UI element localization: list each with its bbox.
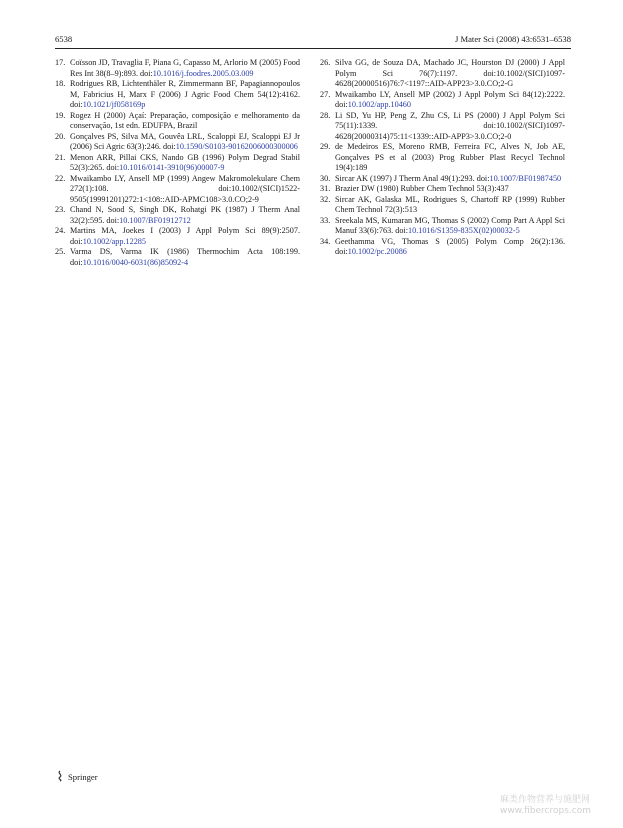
page-header: [55, 33, 571, 45]
page-number: 6538: [55, 34, 73, 44]
references-right-column: [320, 58, 565, 258]
reference-item: 26. Silva GG, de Souza DA, Machado JC, Hourston DJ (2000) J Appl Polym Sci 76(7):1197. doi:10.1002/(SICI)1097-4628(20000516)76:7<1197::AID-APP23>3.0.CO;2-G: [320, 58, 565, 88]
doi-link[interactable]: 10.1016/0040-6031(86)85092-4: [82, 257, 189, 267]
doi-link[interactable]: 10.1021/jf058169p: [82, 100, 146, 109]
journal-citation: J Mater Sci (2008) 43:6531–6538: [454, 34, 571, 44]
reference-item: 25. Varma DS, Varma IK (1986) Thermochim Acta 108:199. doi:10.1016/0040-6031(86)85092-4: [55, 247, 300, 267]
site-watermark: 麻类作物营养与施肥网 www.fibercrops.com: [500, 795, 591, 816]
publisher-name: Springer: [68, 772, 98, 782]
reference-item: 19. Rogez H (2000) Açaí: Preparação, composição e melhoramento da conservação, 1st edn. EDUFPA, Brazil: [55, 110, 300, 130]
reference-item: 24. Martins MA, Joekes I (2003) J Appl Polym Sci 89(9):2507. doi:10.1002/app.12285: [55, 226, 300, 246]
doi-link[interactable]: 10.1002/app.10460: [347, 100, 411, 109]
springer-logo-icon: [55, 770, 65, 785]
reference-item: 31. Brazier DW (1980) Rubber Chem Technol 53(3):437: [320, 184, 509, 193]
references-left-column: [55, 58, 300, 268]
reference-item: 23. Chand N, Sood S, Singh DK, Rohatgi PK (1987) J Therm Anal 32(2):595. doi:10.1007/BF01912712: [55, 205, 300, 225]
reference-item: 21. Menon ARR, Pillai CKS, Nando GB (1996) Polym Degrad Stabil 52(3):265. doi:10.1016/0141-3910(96)00007-9: [55, 152, 300, 172]
doi-link[interactable]: 10.1007/BF01912712: [119, 215, 191, 225]
reference-item: 18. Rodrigues RB, Lichtenthäler R, Zimmermann BF, Papagiannopoulos M, Fabricius H, Marx F (2006) J Agric Food Chem 54(12):4162. doi:10.1021/jf058169p: [55, 79, 300, 109]
reference-item: 32. Sircar AK, Galaska ML, Rodrigues S, Chartoff RP (1999) Rubber Chem Technol 72(3):513: [320, 194, 565, 214]
doi-link[interactable]: 10.1016/0141-3910(96)00007-9: [119, 163, 225, 172]
reference-item: 33. Sreekala MS, Kumaran MG, Thomas S (2002) Comp Part A Appl Sci Manuf 33(6):763. doi:10.1016/S1359-835X(02)00032-5: [320, 215, 565, 235]
doi-link[interactable]: 10.1016/j.foodres.2005.03.009: [152, 68, 254, 78]
reference-item: 27. Mwaikambo LY, Ansell MP (2002) J Appl Polym Sci 84(12):2222. doi:10.1002/app.10460: [320, 89, 565, 109]
doi-link[interactable]: 10.1002/pc.20086: [347, 247, 407, 256]
reference-item: 29. de Medeiros ES, Moreno RMB, Ferreira FC, Alves N, Job AE, Gonçalves PS et al (2003) Prog Rubber Plast Recycl Technol 19(4):189: [320, 142, 565, 172]
reference-item: 17. Coïsson JD, Travaglia F, Piana G, Capasso M, Arlorio M (2005) Food Res Int 38(8–9):893. doi:10.1016/j.foodres.2005.03.009: [55, 58, 300, 78]
doi-link[interactable]: 10.1002/app.12285: [82, 236, 146, 246]
reference-item: 22. Mwaikambo LY, Ansell MP (1999) Angew Makromolekulare Chem 272(1):108. doi:10.1002/(SICI)1522-9505(19991201)272:1<108::AID-APMC108>3.0.CO;2-9: [55, 173, 300, 204]
doi-link[interactable]: 10.1007/BF01987450: [489, 173, 562, 183]
doi-link[interactable]: 10.1590/S0103-90162006000300006: [175, 142, 298, 151]
reference-item: 20. Gonçalves PS, Silva MA, Gouvêa LRL, Scaloppi EJ, Scaloppi EJ Jr (2006) Sci Agric 63(3):246. doi:10.1590/S0103-90162006000300006: [55, 131, 300, 151]
reference-item: 34. Geethamma VG, Thomas S (2005) Polym Comp 26(2):136. doi:10.1002/pc.20086: [320, 236, 565, 256]
reference-item: 30. Sircar AK (1997) J Therm Anal 49(1):293. doi:10.1007/BF01987450: [320, 173, 562, 183]
doi-link[interactable]: 10.1016/S1359-835X(02)00032-5: [408, 226, 520, 235]
page-footer: [55, 770, 98, 784]
header-rule: [55, 48, 571, 49]
reference-item: 28. Li SD, Yu HP, Peng Z, Zhu CS, Li PS (2000) J Appl Polym Sci 75(11):1339. doi:10.1002/(SICI)1097-4628(20000314)75:11<1339::AID-APP3>3.0.CO;2-0: [320, 110, 565, 141]
